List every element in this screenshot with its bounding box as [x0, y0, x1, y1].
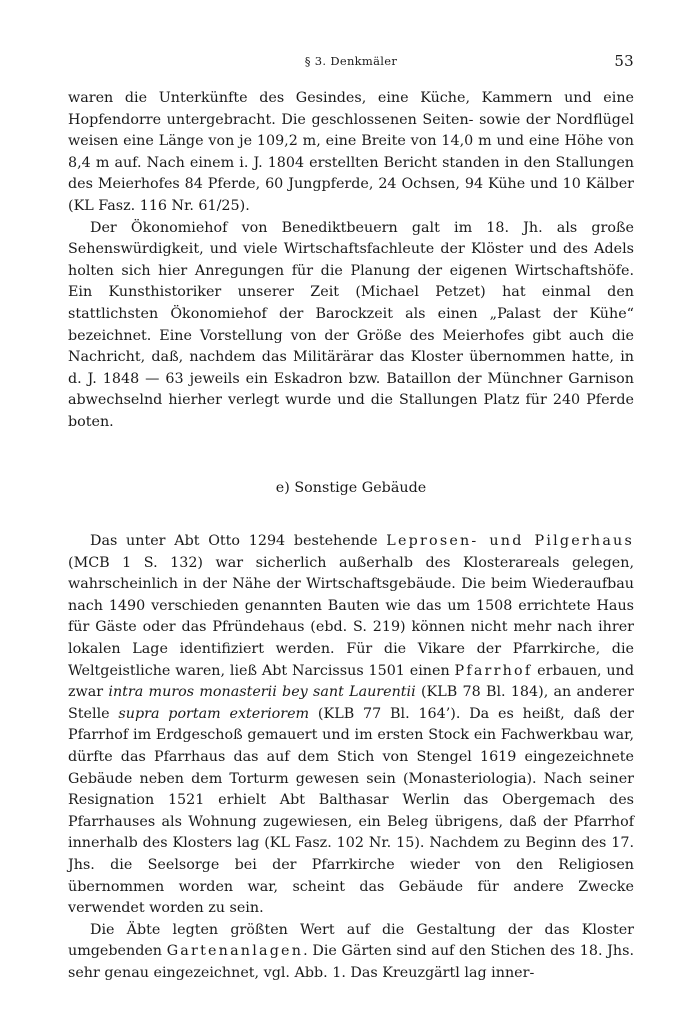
text-run: Das unter Abt Otto 1294 bestehende — [90, 533, 387, 550]
emphasis-spaced: Gartenanlagen — [166, 943, 304, 960]
text-run: (MCB 1 S. 132) war sicherlich außerhalb des Klosterareals gelegen, wahrscheinlich in der Nähe der Wirtschaftsgebäude. Die beim Wiederaufbau nach 1490 verschieden genannten Bauten wie das um 1508 errichtete Haus für Gäste oder das Pfründehaus (ebd. S. 219) können nicht mehr nach ihrer lokalen Lage identifiziert werden. Für die Vikare der Pfarrkirche, die Weltgeistliche waren, ließ Abt Narcissus 1501 einen — [68, 554, 634, 679]
text-run: Die Äbte legten größten Wert auf die Gestaltung der das Kloster umgebenden — [68, 921, 634, 960]
text-run: (KLB 78 Bl. 184), an anderer Stelle — [68, 684, 634, 722]
latin-quote: supra portam exteriorem — [118, 705, 310, 722]
paragraph-3 — [68, 531, 634, 920]
body-text — [68, 88, 634, 985]
text-run: (KLB 77 Bl. 164’). Da es heißt, daß der Pfarrhof im Erdgeschoß gemauert und im ersten Stock ein Fachwerkbau war, dürfte das Pfarrhaus das auf dem Stich von Stengel 1619 eingezeichnete Gebäude neben dem Torturm gewesen sein (Monasteriologia). Nach seiner Resignation 1521 erhielt Abt Balthasar Werlin das Obergemach des Pfarrhauses als Wohnung zugewiesen, ein Beleg übrigens, daß der Pfarrhof innerhalb des Klosters lag (KL Fasz. 102 Nr. 15). Nachdem zu Beginn des 17. Jhs. die Seelsorge bei der Pfarrkirche wieder von den Religiosen übernommen worden war, scheint das Gebäude für andere Zwecke verwendet worden zu sein. — [68, 705, 634, 917]
section-heading: e) Sonstige Gebäude — [275, 479, 427, 496]
text-run: erbauen, und zwar — [68, 662, 634, 701]
latin-quote: intra muros monasterii bey sant Laurentii — [108, 684, 416, 701]
running-header-title: § 3. Denkmäler — [304, 54, 398, 68]
text-run: . Die Gärten sind auf den Stichen des 18. Jhs. sehr genau eingezeichnet, vgl. Abb. 1. Das Kreuzgärtl lag inner- — [68, 943, 634, 981]
paragraph-4 — [68, 920, 634, 985]
paragraph-1: waren die Unterkünfte des Gesindes, eine Küche, Kammern und eine Hopfendorre untergebracht. Die geschlossenen Seiten- sowie der Nordflügel weisen eine Länge von je 109,2 m, eine Breite von 14,0 m und eine Höhe von 8,4 m auf. Nach einem i. J. 1804 erstellten Bericht standen in den Stallungen des Meierhofes 84 Pferde, 60 Jungpferde, 24 Ochsen, 94 Kühe und 10 Kälber (KL Fasz. 116 Nr. 61/25). — [68, 90, 634, 214]
page-number: 53 — [614, 52, 634, 70]
emphasis-spaced: Leprosen- und Pilgerhaus — [386, 533, 634, 550]
paragraph-2: Der Ökonomiehof von Benediktbeuern galt im 18. Jh. als große Sehenswürdigkeit, und viele Wirtschaftsfachleute der Klöster und des Adels holten sich hier Anregungen für die Planung der eigenen Wirtschaftshöfe. Ein Kunsthistoriker unserer Zeit (Michael Petzet) hat einmal den stattlichsten Ökonomiehof der Barockzeit als einen „Palast der Kühe“ bezeichnet. Eine Vorstellung von der Größe des Meierhofes gibt auch die Nachricht, daß, nachdem das Militärärar das Kloster übernommen hatte, in d. J. 1848 — 63 jeweils ein Eskadron bzw. Bataillon der Münchner Garnison abwechselnd hierher verlegt wurde und die Stallungen Platz für 240 Pferde boten. — [68, 219, 634, 430]
emphasis-spaced: Pfarrhof — [454, 662, 533, 679]
